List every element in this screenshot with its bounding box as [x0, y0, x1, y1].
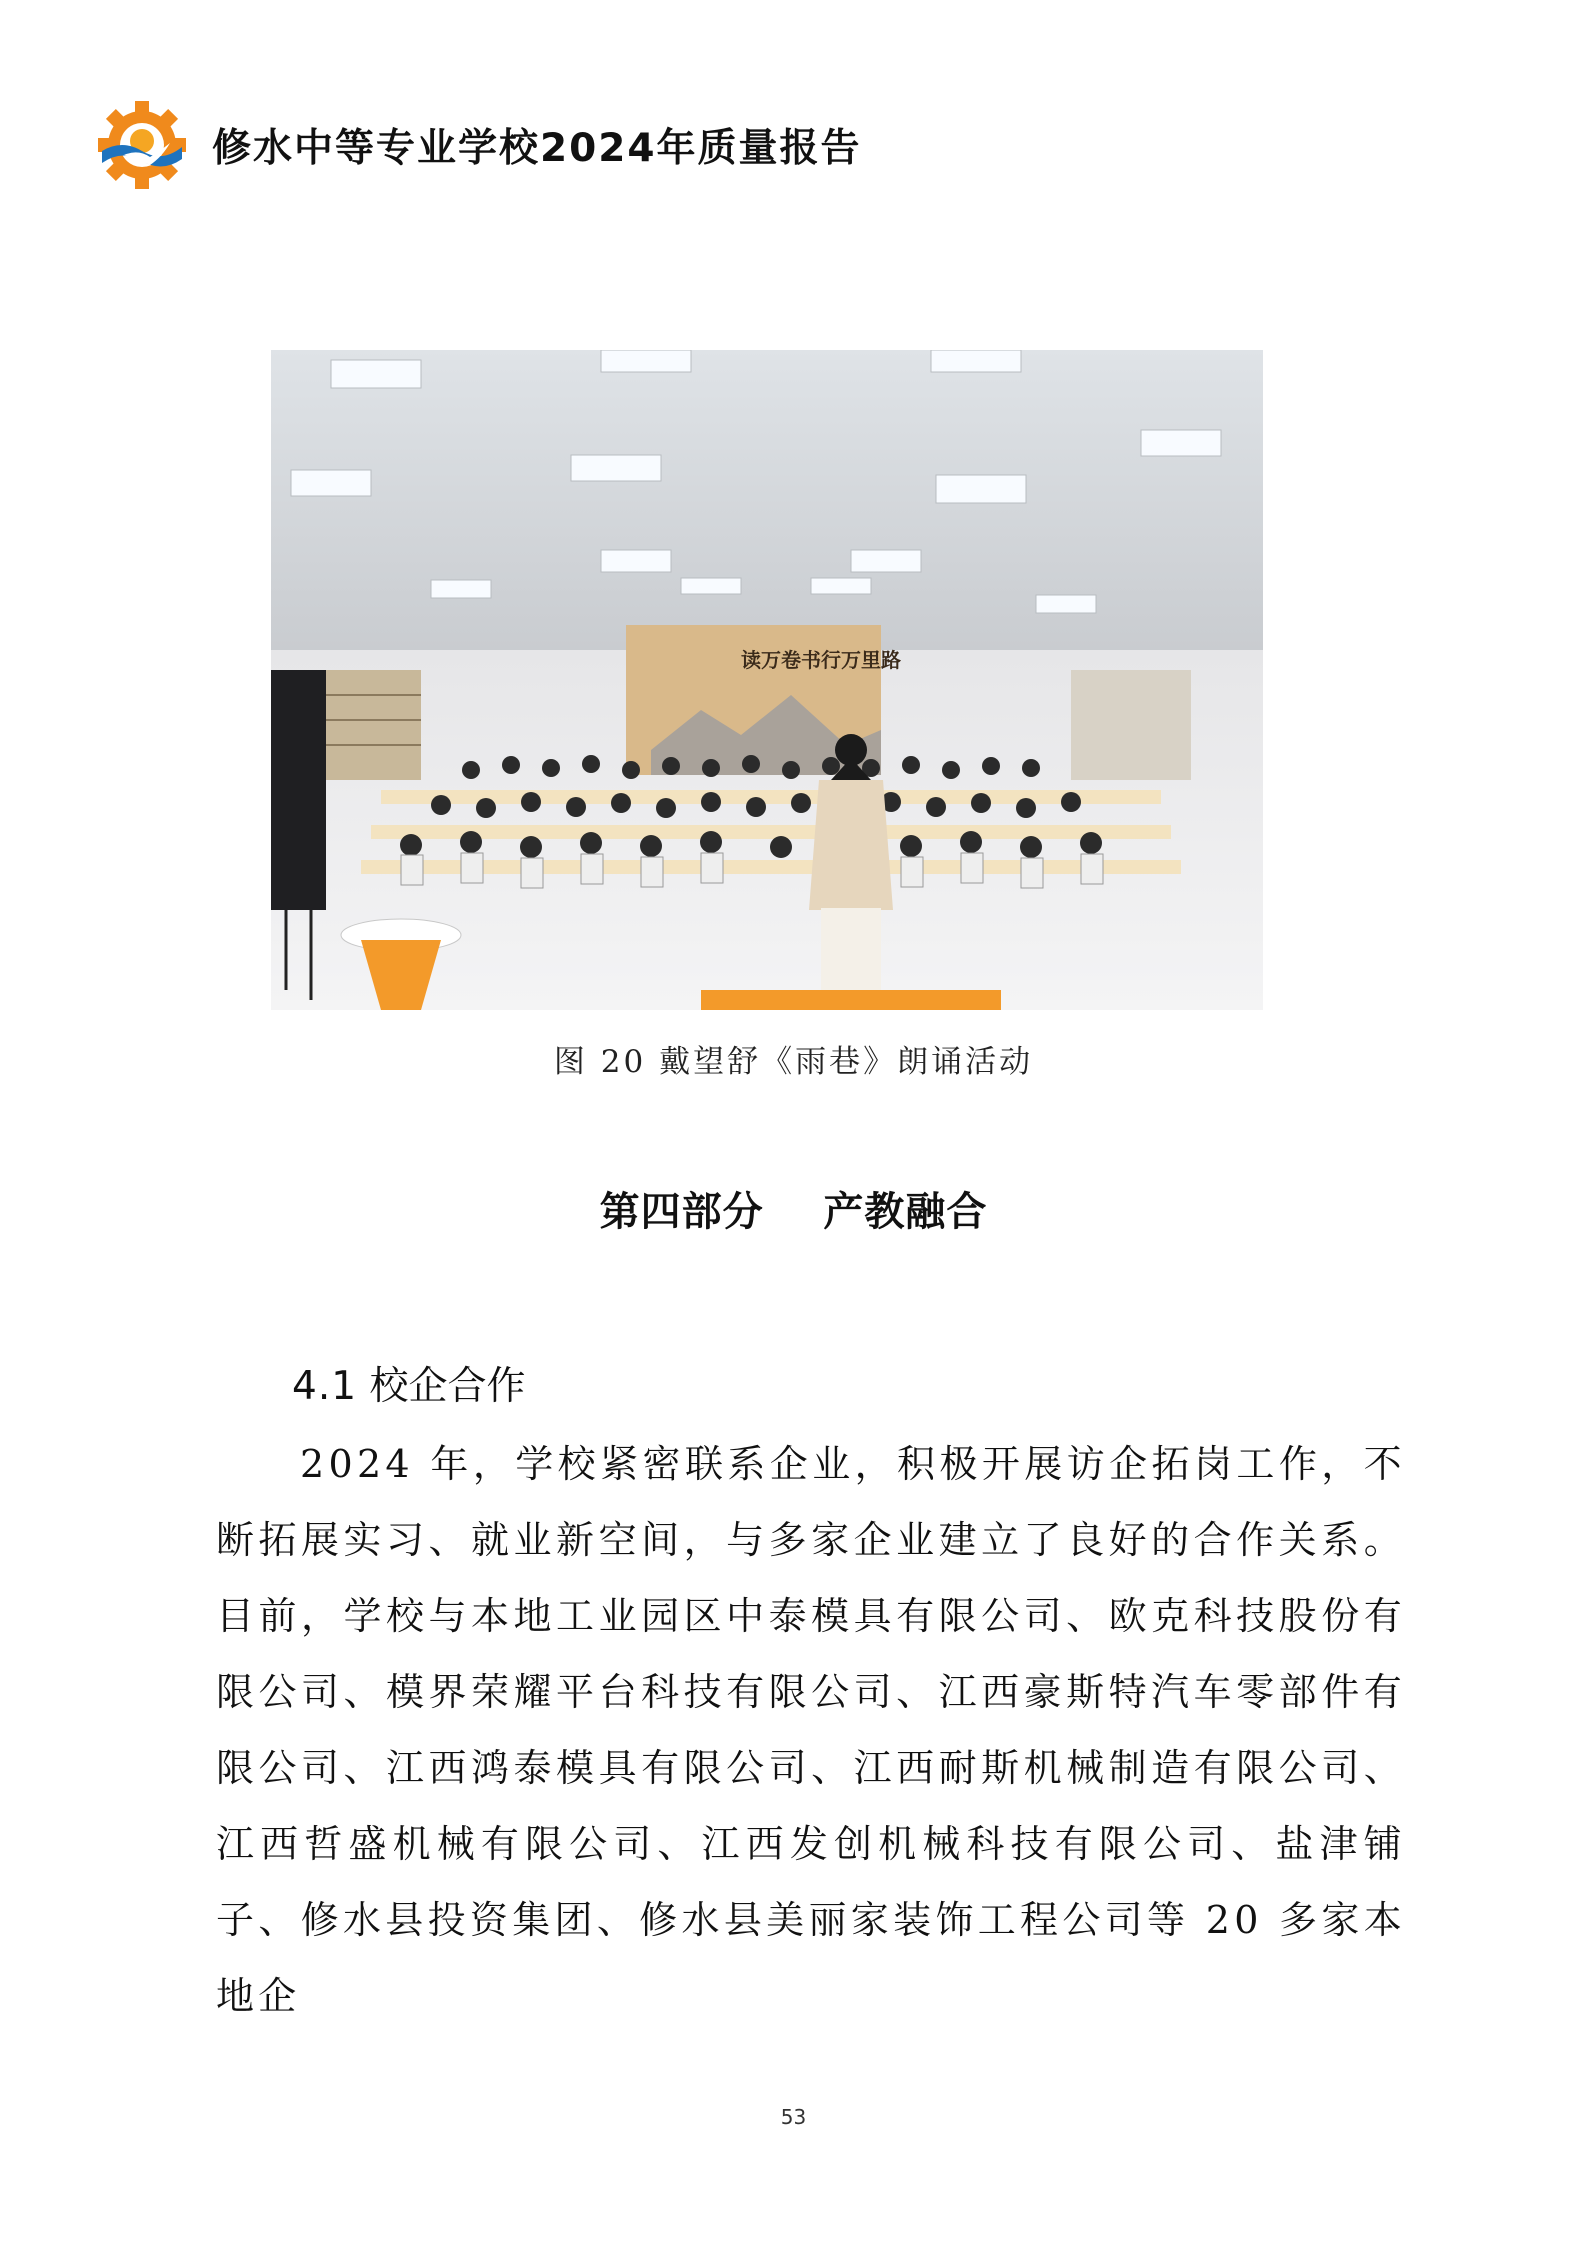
page-header — [96, 100, 862, 190]
body-paragraph: 2024 年，学校紧密联系企业，积极开展访企拓岗工作，不断拓展实习、就业新空间，与多家企业建立了良好的合作关系。目前，学校与本地工业园区中泰模具有限公司、欧克科技股份有限公司、模界荣耀平台科技有限公司、江西豪斯特汽车零部件有限公司、江西鸿泰模具有限公司、江西耐斯机械制造有限公司、江西哲盛机械有限公司、江西发创机械科技有限公司、盐津铺子、修水县投资集团、修水县美丽家装饰工程公司等 20 多家本地企 — [216, 1442, 1406, 2018]
report-title: 修水中等专业学校2024年质量报告 — [212, 126, 862, 171]
subsection-number: 4.1 — [292, 1364, 358, 1409]
banner-text: 读万卷书行万里路 — [741, 648, 901, 672]
subsection-title: 校企合作 — [369, 1364, 526, 1409]
event-photo — [271, 350, 1263, 1010]
page-number: 53 — [780, 2105, 807, 2129]
subsection-heading — [292, 1355, 525, 1411]
section-title: 第四部分 产教融合 — [599, 1188, 988, 1235]
figure-caption: 图 20 戴望舒《雨巷》朗诵活动 — [553, 1044, 1034, 1080]
school-logo-icon — [96, 100, 188, 190]
